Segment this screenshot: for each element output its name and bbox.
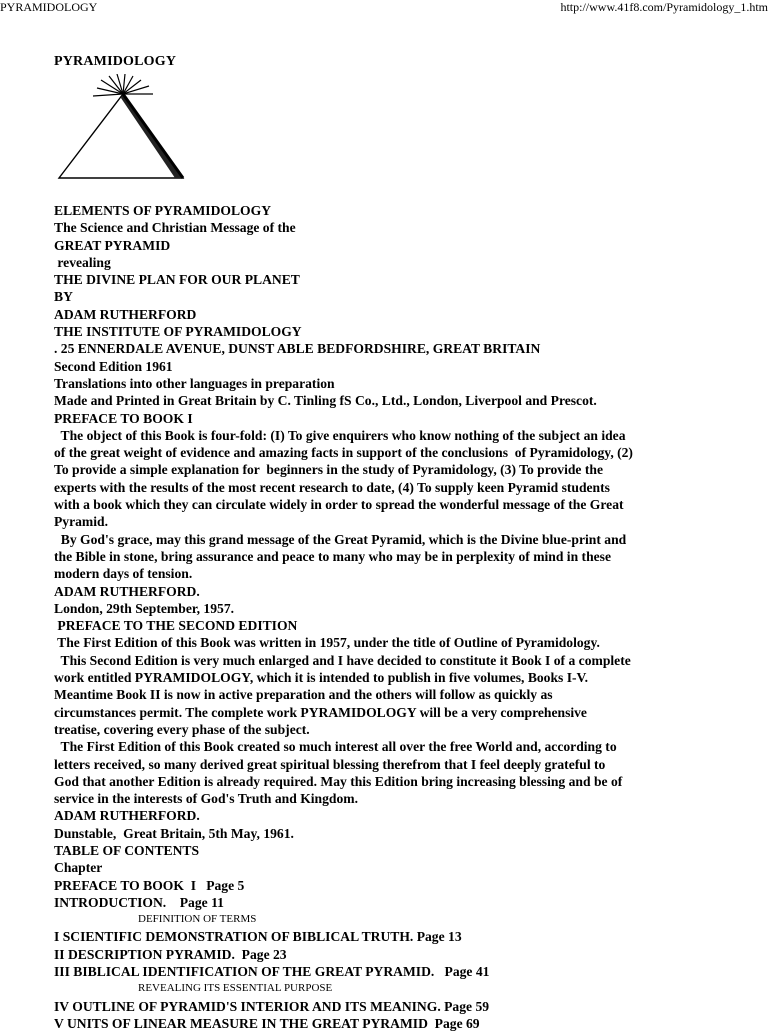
page-title: PYRAMIDOLOGY xyxy=(54,54,177,69)
text-line: Dunstable, Great Britain, 5th May, 1961. xyxy=(54,825,294,841)
text-line: INTRODUCTION. Page 11 xyxy=(54,894,224,910)
text-line: ADAM RUTHERFORD xyxy=(54,306,197,322)
text-line: ADAM RUTHERFORD. xyxy=(54,808,200,824)
text-line: PREFACE TO THE SECOND EDITION xyxy=(54,618,298,634)
header-url[interactable]: http://www.41f8.com/Pyramidology_1.htm xyxy=(560,0,768,14)
toc-entry: V UNITS OF LINEAR MEASURE IN THE GREAT PYRAMID Page 69 xyxy=(54,1015,480,1031)
text-line: treatise, covering every phase of the subject. xyxy=(54,721,310,737)
text-line: To provide a simple explanation for beginners in the study of Pyramidology, (3) To provide the xyxy=(54,462,603,478)
text-line: letters received, so many derived great spiritual blessing therefrom that I feel deeply grateful to xyxy=(54,756,606,772)
text-line: of the great weight of evidence and amazing facts in support of the conclusions of Pyramidology, (2) xyxy=(54,445,633,461)
text-line: The object of this Book is four-fold: (I) To give enquirers who know nothing of the subject an idea xyxy=(54,427,626,443)
toc-entry: I SCIENTIFIC DEMONSTRATION OF BIBLICAL TRUTH. Page 13 xyxy=(54,929,462,945)
text-line: GREAT PYRAMID xyxy=(54,237,171,253)
text-line: God that another Edition is already required. May this Edition bring increasing blessing and be of xyxy=(54,773,623,789)
text-line: Chapter xyxy=(54,860,103,876)
text-line: experts with the results of the most recent research to date, (4) To supply keen Pyramid students xyxy=(54,479,610,495)
toc-subheading: DEFINITION OF TERMS xyxy=(138,913,257,926)
text-line: the Bible in stone, bring assurance and peace to many who may be in perplexity of mind in these xyxy=(54,548,611,564)
text-line: ADAM RUTHERFORD. xyxy=(54,583,200,599)
text-line: PREFACE TO BOOK I xyxy=(54,410,193,426)
text-line: TABLE OF CONTENTS xyxy=(54,842,200,858)
text-line: Second Edition 1961 xyxy=(54,358,173,374)
text-line: Made and Printed in Great Britain by C. Tinling fS Co., Ltd., London, Liverpool and Prescot. xyxy=(54,393,597,409)
text-line: THE INSTITUTE OF PYRAMIDOLOGY xyxy=(54,324,302,340)
toc-entry: III BIBLICAL IDENTIFICATION OF THE GREAT PYRAMID. Page 41 xyxy=(54,964,490,980)
toc-subheading: REVEALING ITS ESSENTIAL PURPOSE xyxy=(138,982,333,995)
text-line: revealing xyxy=(54,254,111,270)
text-line: Pyramid. xyxy=(54,514,108,530)
text-line: . 25 ENNERDALE AVENUE, DUNST ABLE BEDFORDSHIRE, GREAT BRITAIN xyxy=(54,341,541,357)
text-line: By God's grace, may this grand message of the Great Pyramid, which is the Divine blue-print and xyxy=(54,531,627,547)
text-line: service in the interests of God's Truth and Kingdom. xyxy=(54,791,358,807)
text-line: PREFACE TO BOOK I Page 5 xyxy=(54,877,245,893)
header-site-title: PYRAMIDOLOGY xyxy=(0,0,98,14)
toc-entry: II DESCRIPTION PYRAMID. Page 23 xyxy=(54,946,287,962)
text-line: modern days of tension. xyxy=(54,566,193,582)
text-line: The Science and Christian Message of the xyxy=(54,220,296,236)
text-line: London, 29th September, 1957. xyxy=(54,600,235,616)
text-line: This Second Edition is very much enlarged and I have decided to constitute it Book I of a complete xyxy=(54,652,631,668)
text-line: THE DIVINE PLAN FOR OUR PLANET xyxy=(54,272,300,288)
text-line: Translations into other languages in preparation xyxy=(54,375,335,391)
text-line: ELEMENTS OF PYRAMIDOLOGY xyxy=(54,203,272,218)
text-line: with a book which they can circulate widely in order to spread the wonderful message of the Great xyxy=(54,497,624,513)
text-line: The First Edition of this Book was written in 1957, under the title of Outline of Pyramidology. xyxy=(54,635,600,651)
text-line: The First Edition of this Book created so much interest all over the free World and, according to xyxy=(54,739,617,755)
pyramid-rays-icon xyxy=(57,74,185,180)
toc-entry: IV OUTLINE OF PYRAMID'S INTERIOR AND ITS MEANING. Page 59 xyxy=(54,998,490,1014)
document-body xyxy=(54,202,762,1032)
text-line: BY xyxy=(54,289,73,305)
text-line: Meantime Book II is now in active preparation and the others will follow as quickly as xyxy=(54,687,553,703)
text-line: work entitled PYRAMIDOLOGY, which it is intended to publish in five volumes, Books I-V. xyxy=(54,670,589,686)
text-line: circumstances permit. The complete work PYRAMIDOLOGY will be a very comprehensive xyxy=(54,704,587,720)
